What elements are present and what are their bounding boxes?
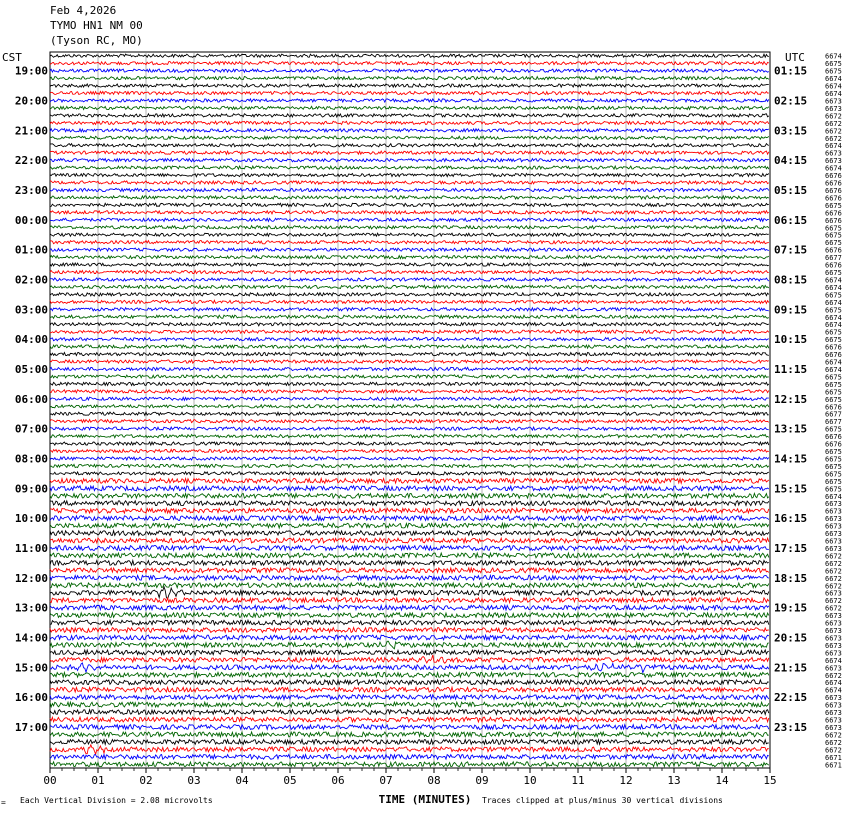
trace-line (50, 382, 769, 385)
trace-value-label: 6674 (825, 321, 842, 330)
trace-line (50, 620, 769, 625)
trace-value-label: 6675 (825, 291, 842, 300)
trace-line (50, 293, 769, 296)
trace-value-label: 6673 (825, 701, 842, 710)
trace-line (50, 663, 769, 673)
trace-line (50, 367, 769, 370)
trace-value-label: 6675 (825, 380, 842, 389)
trace-line (50, 69, 769, 72)
right-hour-label: 02:15 (774, 94, 808, 108)
trace-line (50, 412, 769, 415)
trace-value-label: 6674 (825, 164, 842, 173)
trace-value-label: 6675 (825, 477, 842, 486)
left-hour-label: 16:00 (14, 691, 48, 705)
trace-line (50, 546, 769, 551)
trace-value-label: 6675 (825, 231, 842, 240)
left-hour-label: 17:00 (14, 720, 48, 734)
right-hour-label: 13:15 (774, 422, 808, 436)
x-tick-label: 09 (475, 774, 489, 787)
trace-value-label: 6672 (825, 574, 842, 583)
trace-value-label: 6676 (825, 209, 842, 218)
left-hour-label: 20:00 (14, 94, 48, 108)
left-hour-label: 15:00 (14, 661, 48, 675)
trace-value-label: 6675 (825, 336, 842, 345)
trace-value-label: 6672 (825, 119, 842, 128)
left-hour-label: 05:00 (14, 362, 48, 376)
trace-line (50, 315, 769, 318)
trace-line (50, 188, 769, 191)
trace-value-label: 6674 (825, 358, 842, 367)
left-hour-label: 08:00 (14, 452, 48, 466)
trace-value-label: 6671 (825, 761, 842, 770)
trace-line (50, 493, 769, 498)
trace-value-label: 6671 (825, 753, 842, 762)
trace-value-label: 6672 (825, 112, 842, 121)
trace-line (50, 397, 769, 400)
trace-value-label: 6673 (825, 716, 842, 725)
trace-value-label: 6673 (825, 500, 842, 509)
trace-value-label: 6673 (825, 589, 842, 598)
trace-value-label: 6675 (825, 67, 842, 76)
trace-line (50, 203, 769, 206)
right-hour-label: 22:15 (774, 691, 808, 705)
right-hour-label: 16:15 (774, 512, 808, 526)
trace-line (50, 323, 769, 326)
trace-value-label: 6673 (825, 723, 842, 732)
trace-line (50, 472, 769, 475)
x-tick-label: 13 (667, 774, 681, 787)
right-hour-label: 10:15 (774, 333, 808, 347)
trace-line (50, 233, 769, 236)
trace-line (50, 77, 769, 80)
trace-value-label: 6677 (825, 254, 842, 263)
trace-value-label: 6676 (825, 246, 842, 255)
trace-line (50, 263, 769, 266)
trace-line (50, 501, 769, 506)
trace-value-label: 6672 (825, 559, 842, 568)
trace-value-label: 6675 (825, 395, 842, 404)
trace-line (50, 345, 769, 348)
trace-line (50, 420, 769, 423)
left-hour-label: 04:00 (14, 333, 48, 347)
trace-line (50, 598, 769, 603)
left-hour-label: 22:00 (14, 154, 48, 168)
trace-value-label: 6676 (825, 194, 842, 203)
trace-line (50, 278, 769, 281)
trace-value-label: 6673 (825, 537, 842, 546)
trace-line (50, 285, 769, 288)
trace-line (50, 166, 769, 169)
trace-line (50, 531, 769, 536)
trace-line (50, 740, 769, 745)
trace-line (50, 62, 769, 65)
trace-line (50, 457, 769, 460)
trace-line (50, 181, 769, 184)
right-hour-label: 23:15 (774, 720, 808, 734)
trace-line (50, 725, 769, 730)
trace-value-label: 6672 (825, 604, 842, 613)
left-hour-label: 11:00 (14, 541, 48, 555)
trace-line (50, 159, 769, 162)
trace-line (50, 641, 769, 649)
trace-value-label: 6675 (825, 373, 842, 382)
trace-line (50, 655, 769, 663)
trace-value-label: 6673 (825, 104, 842, 113)
x-tick-label: 00 (43, 774, 57, 787)
trace-line (50, 256, 769, 259)
trace-line (50, 144, 769, 147)
trace-value-label: 6675 (825, 470, 842, 479)
trace-value-label: 6673 (825, 149, 842, 158)
trace-line (50, 538, 769, 543)
trace-line (50, 241, 769, 244)
trace-value-label: 6674 (825, 283, 842, 292)
trace-value-label: 6673 (825, 634, 842, 643)
trace-value-label: 6677 (825, 410, 842, 419)
right-timezone-label: UTC (785, 51, 805, 64)
trace-line (50, 226, 769, 229)
trace-value-label: 6674 (825, 90, 842, 99)
trace-line (50, 218, 769, 221)
trace-line (50, 672, 769, 677)
trace-value-label: 6674 (825, 679, 842, 688)
station-code: TYMO HN1 NM 00 (50, 19, 143, 32)
trace-value-label: 6672 (825, 597, 842, 606)
trace-value-label: 6674 (825, 656, 842, 665)
trace-line (50, 479, 769, 484)
right-hour-label: 20:15 (774, 631, 808, 645)
trace-line (50, 114, 769, 117)
trace-line (50, 106, 769, 109)
trace-line (50, 710, 769, 715)
trace-value-label: 6673 (825, 157, 842, 166)
trace-value-label: 6673 (825, 515, 842, 524)
left-hour-label: 14:00 (14, 631, 48, 645)
trace-value-label: 6675 (825, 306, 842, 315)
trace-line (50, 390, 769, 393)
trace-line (50, 605, 769, 610)
trace-line (50, 54, 769, 57)
x-tick-label: 04 (235, 774, 249, 787)
trace-value-label: 6675 (825, 60, 842, 69)
trace-line (50, 762, 769, 767)
right-hour-label: 12:15 (774, 392, 808, 406)
trace-line (50, 442, 769, 445)
trace-line (50, 84, 769, 87)
trace-line (50, 635, 769, 640)
trace-line (50, 375, 769, 378)
right-hour-label: 17:15 (774, 541, 808, 555)
trace-value-label: 6676 (825, 403, 842, 412)
trace-value-label: 6676 (825, 261, 842, 270)
trace-value-label: 6675 (825, 448, 842, 457)
trace-value-label: 6672 (825, 567, 842, 576)
trace-line (50, 196, 769, 199)
trace-value-label: 6676 (825, 343, 842, 352)
trace-value-label: 6675 (825, 455, 842, 464)
trace-line (50, 330, 769, 333)
trace-value-label: 6676 (825, 351, 842, 360)
right-hour-label: 04:15 (774, 154, 808, 168)
trace-line (50, 516, 769, 521)
right-hour-label: 19:15 (774, 601, 808, 615)
left-hour-label: 19:00 (14, 64, 48, 78)
trace-value-label: 6673 (825, 97, 842, 106)
trace-line (50, 129, 769, 132)
x-tick-label: 05 (283, 774, 297, 787)
trace-value-label: 6673 (825, 612, 842, 621)
trace-value-label: 6672 (825, 582, 842, 591)
trace-value-label: 6673 (825, 507, 842, 516)
x-tick-label: 08 (427, 774, 441, 787)
trace-line (50, 732, 769, 737)
right-hour-label: 15:15 (774, 482, 808, 496)
left-hour-label: 00:00 (14, 213, 48, 227)
trace-line (50, 486, 769, 491)
left-hour-label: 02:00 (14, 273, 48, 287)
trace-value-label: 6673 (825, 694, 842, 703)
right-hour-label: 08:15 (774, 273, 808, 287)
right-hour-label: 03:15 (774, 124, 808, 138)
trace-value-label: 6676 (825, 186, 842, 195)
left-hour-label: 21:00 (14, 124, 48, 138)
x-axis-title: TIME (MINUTES) (378, 793, 472, 806)
x-tick-label: 02 (139, 774, 153, 787)
trace-value-label: 6672 (825, 552, 842, 561)
right-hour-label: 11:15 (774, 362, 808, 376)
trace-line (50, 687, 769, 692)
x-tick-label: 07 (379, 774, 393, 787)
trace-value-label: 6672 (825, 738, 842, 747)
trace-line (50, 270, 769, 273)
x-tick-label: 11 (571, 774, 585, 787)
trace-line (50, 435, 769, 438)
left-hour-label: 23:00 (14, 183, 48, 197)
trace-value-label: 6674 (825, 276, 842, 285)
trace-value-label: 6675 (825, 388, 842, 397)
trace-line (50, 338, 769, 341)
trace-line (50, 523, 769, 528)
trace-value-label: 6676 (825, 172, 842, 181)
trace-line (50, 717, 769, 722)
trace-value-label: 6673 (825, 627, 842, 636)
trace-line (50, 308, 769, 311)
trace-line (50, 464, 769, 467)
trace-value-label: 6673 (825, 664, 842, 673)
right-hour-label: 01:15 (774, 64, 808, 78)
right-hour-label: 06:15 (774, 213, 808, 227)
trace-line (50, 136, 769, 139)
trace-value-label: 6672 (825, 127, 842, 136)
left-timezone-label: CST (2, 51, 22, 64)
x-tick-label: 12 (619, 774, 633, 787)
trace-line (50, 300, 769, 303)
left-hour-label: 01:00 (14, 243, 48, 257)
trace-value-label: 6673 (825, 619, 842, 628)
trace-line (50, 508, 769, 513)
trace-line (50, 754, 769, 759)
x-tick-label: 01 (91, 774, 105, 787)
trace-value-label: 6673 (825, 530, 842, 539)
trace-line (50, 211, 769, 214)
trace-value-label: 6674 (825, 142, 842, 151)
x-tick-label: 06 (331, 774, 345, 787)
trace-value-label: 6674 (825, 686, 842, 695)
trace-value-label: 6675 (825, 425, 842, 434)
trace-line (50, 449, 769, 452)
trace-line (50, 650, 769, 655)
trace-line (50, 575, 769, 580)
trace-value-label: 6675 (825, 201, 842, 210)
trace-line (50, 702, 769, 707)
trace-value-label: 6672 (825, 746, 842, 755)
trace-value-label: 6676 (825, 179, 842, 188)
trace-value-label: 6673 (825, 544, 842, 553)
trace-value-label: 6674 (825, 313, 842, 322)
trace-line (50, 121, 769, 124)
left-hour-label: 10:00 (14, 512, 48, 526)
trace-value-label: 6676 (825, 216, 842, 225)
trace-line (50, 360, 769, 363)
trace-value-label: 6675 (825, 485, 842, 494)
trace-line (50, 91, 769, 94)
trace-value-label: 6672 (825, 731, 842, 740)
trace-line (50, 568, 769, 573)
clip-note: Traces clipped at plus/minus 30 vertical divisions (482, 796, 723, 805)
x-tick-label: 10 (523, 774, 537, 787)
trace-line (50, 587, 769, 599)
trace-line (50, 583, 769, 588)
trace-line (50, 405, 769, 408)
left-hour-label: 03:00 (14, 303, 48, 317)
corner-mark: = (1, 798, 6, 807)
trace-line (50, 553, 769, 558)
trace-line (50, 174, 769, 177)
trace-value-label: 6675 (825, 239, 842, 248)
trace-line (50, 680, 769, 685)
trace-value-label: 6673 (825, 709, 842, 718)
left-hour-label: 13:00 (14, 601, 48, 615)
trace-line (50, 151, 769, 154)
trace-value-label: 6674 (825, 82, 842, 91)
trace-line (50, 745, 769, 755)
x-tick-label: 03 (187, 774, 201, 787)
trace-value-label: 6674 (825, 492, 842, 501)
trace-value-label: 6674 (825, 298, 842, 307)
trace-line (50, 248, 769, 251)
trace-value-label: 6674 (825, 365, 842, 374)
trace-value-label: 6675 (825, 462, 842, 471)
chart-date: Feb 4,2026 (50, 4, 117, 17)
trace-value-label: 6675 (825, 328, 842, 337)
right-hour-label: 21:15 (774, 661, 808, 675)
right-hour-label: 14:15 (774, 452, 808, 466)
trace-line (50, 613, 769, 618)
right-hour-label: 09:15 (774, 303, 808, 317)
trace-value-label: 6674 (825, 75, 842, 84)
trace-value-label: 6675 (825, 269, 842, 278)
trace-line (50, 695, 769, 700)
trace-line (50, 353, 769, 356)
left-hour-label: 06:00 (14, 392, 48, 406)
station-location: (Tyson RC, MO) (50, 34, 143, 47)
scale-note: Each Vertical Division = 2.08 microvolts (20, 796, 213, 805)
trace-line (50, 561, 769, 566)
trace-value-label: 6676 (825, 433, 842, 442)
x-tick-label: 15 (763, 774, 777, 787)
trace-value-label: 6675 (825, 224, 842, 233)
right-hour-label: 07:15 (774, 243, 808, 257)
trace-value-label: 6676 (825, 440, 842, 449)
right-hour-label: 05:15 (774, 183, 808, 197)
right-hour-label: 18:15 (774, 571, 808, 585)
left-hour-label: 09:00 (14, 482, 48, 496)
trace-value-label: 6673 (825, 522, 842, 531)
trace-value-label: 6673 (825, 641, 842, 650)
trace-line (50, 628, 769, 633)
x-tick-label: 14 (715, 774, 729, 787)
trace-value-label: 6674 (825, 52, 842, 61)
left-hour-label: 07:00 (14, 422, 48, 436)
trace-value-label: 6672 (825, 671, 842, 680)
trace-line (50, 427, 769, 430)
left-hour-label: 12:00 (14, 571, 48, 585)
trace-value-label: 6672 (825, 134, 842, 143)
trace-value-label: 6673 (825, 649, 842, 658)
trace-line (50, 99, 769, 102)
trace-value-label: 6677 (825, 418, 842, 427)
